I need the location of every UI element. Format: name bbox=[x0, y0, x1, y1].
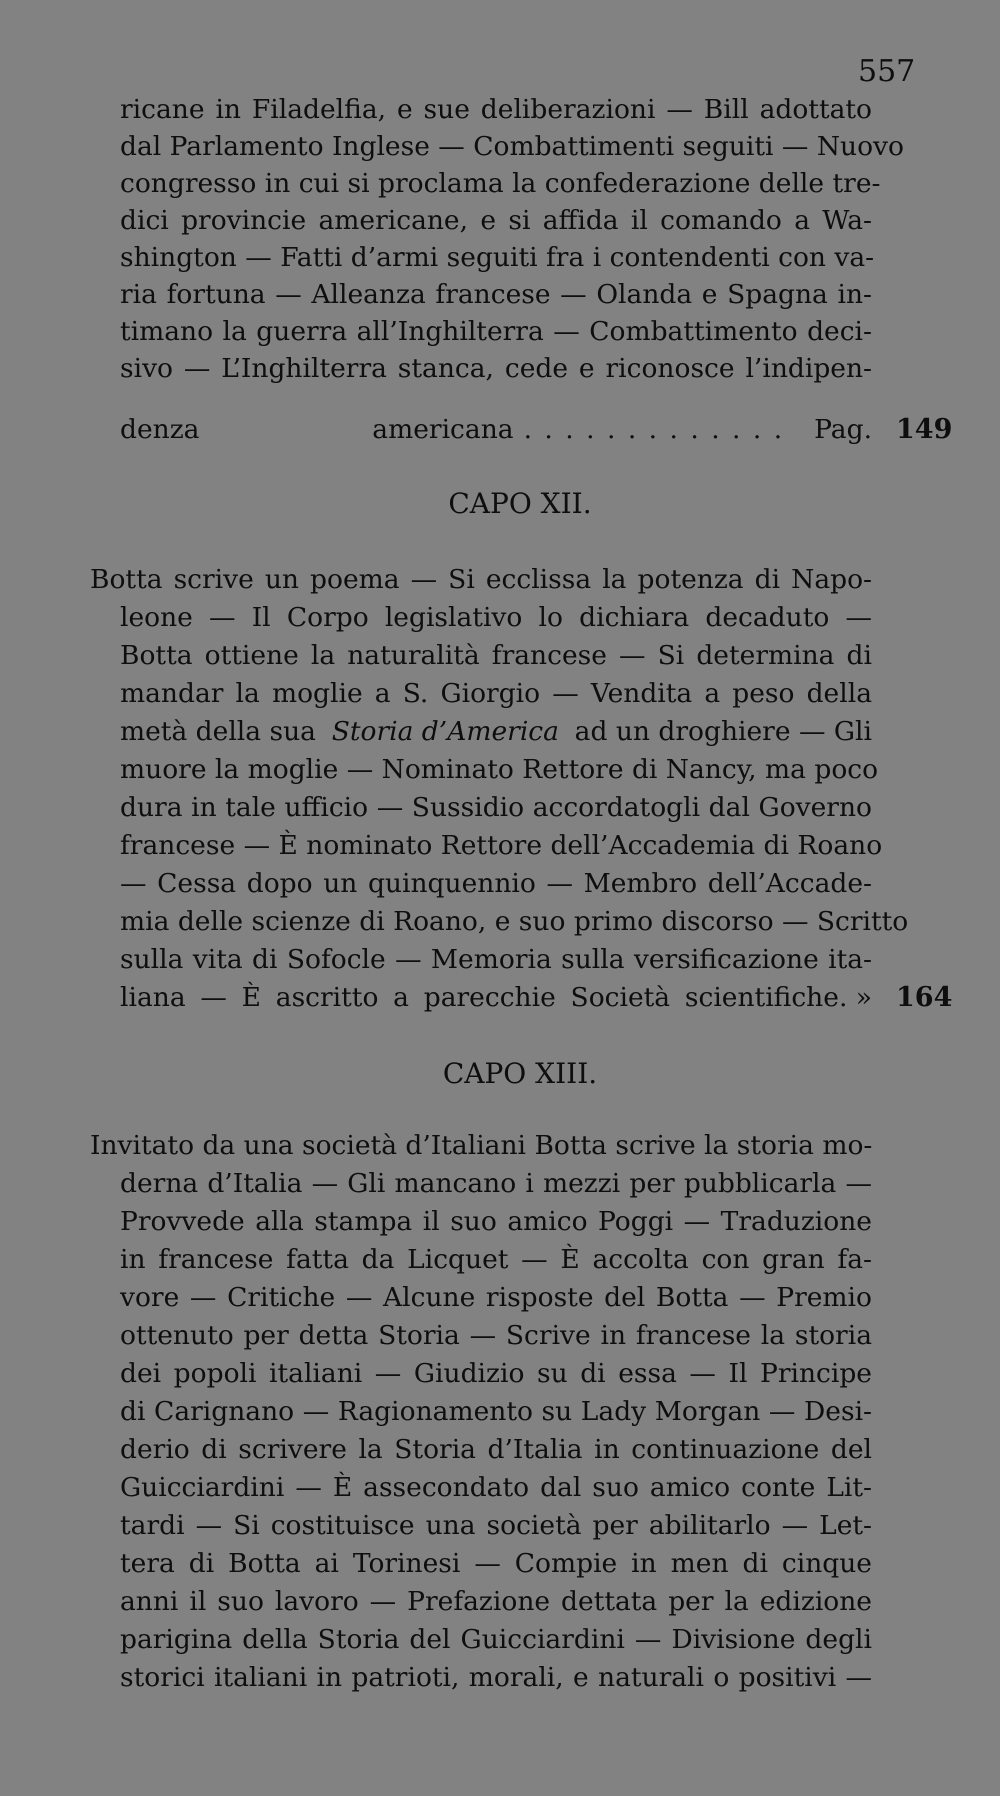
toc-entry-last-line bbox=[120, 980, 872, 1016]
text-line: leone — Il Corpo legislativo lo dichiara decaduto — bbox=[120, 602, 872, 633]
text-line: anni il suo lavoro — Prefazione dettata per la edizione bbox=[120, 1586, 872, 1617]
text-line: in francese fatta da Licquet — È accolta con gran fa- bbox=[120, 1244, 872, 1275]
text-line: dei popoli italiani — Giudizio su di essa — Il Principe bbox=[120, 1358, 872, 1389]
text-line: vore — Critiche — Alcune risposte del Botta — Premio bbox=[120, 1282, 872, 1313]
text-line: tera di Botta ai Torinesi — Compie in men di cinque bbox=[120, 1548, 872, 1579]
text-line: Invitato da una società d’Italiani Botta scrive la storia mo- bbox=[90, 1130, 873, 1161]
toc-entry-last-line bbox=[120, 412, 872, 448]
text-fragment: metà della sua bbox=[120, 716, 316, 747]
text-line: — Cessa dopo un quinquennio — Membro dell’Accade- bbox=[120, 868, 872, 899]
text-line: shington — Fatti d’armi seguiti fra i contendenti con va- bbox=[120, 242, 875, 273]
text-line: muore la moglie — Nominato Rettore di Nancy, ma poco bbox=[120, 754, 879, 785]
text-line: tardi — Si costituisce una società per abilitarlo — Let- bbox=[120, 1510, 872, 1541]
page-marker: . » bbox=[838, 982, 872, 1013]
text-line: storici italiani in patrioti, morali, e naturali o positivi — bbox=[120, 1662, 872, 1693]
text-line: derna d’Italia — Gli mancano i mezzi per pubblicarla — bbox=[120, 1168, 872, 1199]
text-line: liana — È ascritto a parecchie Società scientifiche bbox=[120, 982, 839, 1013]
text-line: Botta ottiene la naturalità francese — Si determina di bbox=[120, 640, 872, 671]
text-line: ria fortuna — Alleanza francese — Olanda e Spagna in- bbox=[120, 279, 872, 310]
text-line: sivo — L’Inghilterra stanca, cede e riconosce l’indipen- bbox=[120, 353, 872, 384]
page-marker: Pag. bbox=[814, 414, 872, 445]
text-line: sulla vita di Sofocle — Memoria sulla versificazione ita- bbox=[120, 944, 872, 975]
text-line: mia delle scienze di Roano, e suo primo discorso — Scritto bbox=[120, 906, 909, 937]
text-line: mandar la moglie a S. Giorgio — Vendita a peso della bbox=[120, 678, 872, 709]
dot-leader: . . . . . . . . . . . . . bbox=[523, 414, 785, 445]
text-fragment: ad un droghiere — Gli bbox=[574, 716, 872, 747]
text-line: francese — È nominato Rettore dell’Accademia di Roano bbox=[120, 830, 883, 861]
text-line: Provvede alla stampa il suo amico Poggi — Traduzione bbox=[120, 1206, 872, 1237]
text-line: congresso in cui si proclama la confederazione delle tre- bbox=[120, 168, 881, 199]
text-line: di Carignano — Ragionamento su Lady Morgan — Desi- bbox=[120, 1396, 872, 1427]
text-line: ricane in Filadelfia, e sue deliberazioni — Bill adottato bbox=[120, 94, 872, 125]
page-number: 557 bbox=[858, 54, 916, 89]
text-line: dal Parlamento Inglese — Combattimenti seguiti — Nuovo bbox=[120, 131, 904, 162]
page-reference: 149 bbox=[896, 414, 953, 445]
text-line: Guicciardini — È assecondato dal suo amico conte Lit- bbox=[120, 1472, 872, 1503]
chapter-heading: CAPO XIII. bbox=[442, 1057, 598, 1090]
text-line: denza americana bbox=[120, 414, 514, 445]
text-line: dura in tale ufficio — Sussidio accordatogli dal Governo bbox=[120, 792, 872, 823]
book-title: Storia d’America bbox=[331, 716, 559, 747]
text-line: dici provincie americane, e si affida il comando a Wa- bbox=[120, 205, 872, 236]
text-line: Botta scrive un poema — Si ecclissa la potenza di Napo- bbox=[90, 564, 872, 595]
chapter-heading: CAPO XII. bbox=[448, 487, 592, 520]
text-line: ottenuto per detta Storia — Scrive in francese la storia bbox=[120, 1320, 872, 1351]
page-reference: 164 bbox=[896, 982, 953, 1013]
text-line-with-title bbox=[120, 714, 872, 750]
text-line: parigina della Storia del Guicciardini — Divisione degli bbox=[120, 1624, 872, 1655]
text-line: derio di scrivere la Storia d’Italia in continuazione del bbox=[120, 1434, 872, 1465]
text-line: timano la guerra all’Inghilterra — Combattimento deci- bbox=[120, 316, 872, 347]
